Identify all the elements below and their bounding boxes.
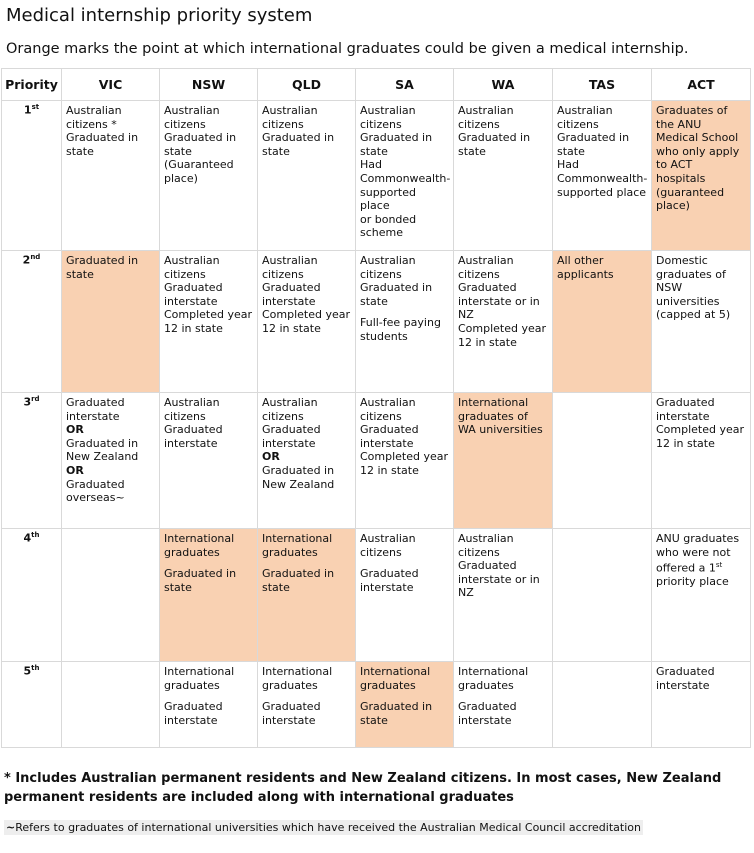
cell-line: Completed year: [458, 321, 547, 335]
cell-line: Australian: [557, 104, 613, 117]
cell-line: citizens: [458, 117, 500, 131]
or-text: OR: [262, 450, 280, 464]
cell-line: citizens: [262, 409, 304, 423]
line-gap: [360, 308, 449, 316]
cell-line: Australian: [360, 396, 416, 409]
priority-cell: [2, 529, 62, 662]
cell-line: state: [557, 144, 585, 158]
priority-cell: [2, 251, 62, 393]
priority-number: 5: [23, 664, 32, 678]
priority-suffix: nd: [30, 253, 41, 261]
table-row: [2, 251, 751, 393]
header-tas: TAS: [553, 69, 652, 101]
cell-line: scheme: [360, 226, 404, 240]
cell-tas: [553, 529, 652, 662]
cell-line: Graduated: [656, 396, 715, 409]
cell-nsw: [160, 662, 258, 748]
cell-nsw: [160, 251, 258, 393]
priority-number: 3: [23, 395, 32, 409]
cell-line: interstate: [164, 436, 218, 450]
cell-line: Australian: [458, 254, 514, 267]
table-row: [2, 101, 751, 251]
cell-content: [652, 393, 750, 452]
cell-line: Completed year: [656, 423, 745, 437]
priority-suffix: st: [31, 103, 40, 111]
cell-sa: [356, 529, 454, 662]
cell-qld: [258, 101, 356, 251]
cell-vic: [62, 251, 160, 393]
priority-number: 1: [23, 103, 32, 117]
cell-qld: [258, 251, 356, 393]
cell-content: [62, 529, 159, 534]
cell-line: state: [66, 144, 94, 158]
cell-line: Graduated in: [262, 567, 335, 581]
cell-line: Australian: [164, 396, 220, 409]
cell-line: NSW: [656, 281, 683, 295]
cell-line: interstate: [262, 713, 316, 727]
cell-line: Graduated: [164, 423, 223, 437]
cell-content: [160, 101, 257, 188]
cell-line: state: [262, 144, 290, 158]
cell-line: applicants: [557, 267, 614, 281]
cell-line: International: [262, 665, 333, 678]
tilde-note-text: Refers to graduates of international universities which have received the Australian Medical Council accreditation: [15, 821, 641, 834]
cell-content: [553, 393, 651, 398]
cell-qld: [258, 529, 356, 662]
cell-content: [454, 393, 552, 439]
cell-content: [356, 101, 453, 242]
cell-line: to ACT: [656, 158, 693, 172]
cell-line: the ANU: [656, 117, 702, 131]
cell-line: ANU graduates: [656, 532, 740, 545]
cell-nsw: [160, 393, 258, 529]
cell-line: Had: [557, 158, 579, 172]
cell-line: hospitals: [656, 171, 706, 185]
cell-act: [652, 101, 751, 251]
cell-line: NZ: [458, 308, 474, 322]
cell-line: WA universities: [458, 423, 543, 437]
priority-cell: [2, 101, 62, 251]
line-gap: [458, 692, 548, 700]
cell-line: Commonwealth-: [360, 171, 451, 185]
cell-line: Graduates of: [656, 104, 728, 117]
cell-tas: [553, 101, 652, 251]
cell-line: citizens: [262, 267, 304, 281]
priority-cell: [2, 662, 62, 748]
cell-line: (guaranteed: [656, 185, 725, 199]
cell-line: interstate: [458, 713, 512, 727]
cell-line: interstate: [262, 436, 316, 450]
cell-act: [652, 529, 751, 662]
cell-tas: [553, 251, 652, 393]
cell-content: [62, 251, 159, 283]
cell-line: interstate or in: [458, 572, 540, 586]
priority-table: [1, 68, 751, 748]
cell-content: [160, 251, 257, 338]
cell-line: graduates: [262, 678, 318, 692]
cell-line: overseas~: [66, 491, 125, 505]
cell-line: citizens: [360, 409, 402, 423]
cell-line: Graduated in: [164, 131, 237, 145]
cell-line: state: [360, 713, 388, 727]
cell-line: Graduated in: [360, 281, 433, 295]
cell-content: [454, 529, 552, 602]
cell-content: [553, 251, 651, 283]
cell-line: Graduated in: [66, 436, 139, 450]
cell-line: Graduated: [262, 700, 321, 714]
or-text: OR: [66, 423, 84, 437]
cell-line: Australian: [360, 532, 416, 545]
cell-line: interstate: [262, 294, 316, 308]
cell-nsw: [160, 529, 258, 662]
cell-content: [553, 101, 651, 201]
cell-nsw: [160, 101, 258, 251]
cell-line: Completed year: [164, 308, 253, 322]
cell-line: Graduated in: [360, 131, 433, 145]
cell-content: [62, 662, 159, 667]
cell-line: 12 in state: [360, 463, 419, 477]
tilde-mark: ~: [6, 821, 16, 834]
cell-line: priority place: [656, 575, 729, 589]
cell-line: citizens: [164, 117, 206, 131]
cell-content: [258, 251, 355, 338]
cell-line: citizens: [262, 117, 304, 131]
cell-line: Australian: [262, 396, 318, 409]
cell-content: [258, 662, 355, 729]
cell-content: [454, 251, 552, 351]
priority-suffix: th: [31, 664, 40, 672]
cell-line: citizens: [164, 267, 206, 281]
cell-line: citizens: [557, 117, 599, 131]
cell-tas: [553, 662, 652, 748]
cell-line: universities: [656, 294, 720, 308]
cell-line: (Guaranteed: [164, 158, 234, 172]
cell-line: interstate: [164, 713, 218, 727]
cell-line: graduates of: [656, 267, 726, 281]
cell-line: Graduated: [458, 700, 517, 714]
cell-line: Graduated: [262, 423, 321, 437]
cell-wa: [454, 101, 553, 251]
cell-line: Graduated in: [360, 700, 433, 714]
cell-line: place): [164, 171, 198, 185]
cell-line: International: [164, 665, 235, 678]
cell-line: graduates of: [458, 409, 528, 423]
cell-line: NZ: [458, 586, 474, 600]
cell-line: Australian: [164, 104, 220, 117]
cell-content: [62, 393, 159, 507]
cell-sa: [356, 393, 454, 529]
cell-line: Domestic: [656, 254, 708, 267]
cell-wa: [454, 662, 553, 748]
cell-line: supported place: [557, 185, 647, 199]
cell-content: [454, 662, 552, 729]
cell-line: citizens: [458, 267, 500, 281]
cell-line: graduates: [164, 545, 220, 559]
cell-line: All other: [557, 254, 604, 267]
cell-line: interstate: [360, 580, 414, 594]
cell-line: who were not: [656, 545, 731, 559]
cell-line: interstate: [360, 436, 414, 450]
cell-line: Graduated: [458, 281, 517, 295]
cell-line: Graduated in: [164, 567, 237, 581]
line-gap: [164, 692, 253, 700]
cell-line: citizens: [164, 409, 206, 423]
cell-line: 12 in state: [656, 436, 715, 450]
cell-content: [258, 529, 355, 596]
cell-sa: [356, 251, 454, 393]
cell-content: [553, 662, 651, 667]
cell-line: graduates: [458, 678, 514, 692]
cell-line: or bonded: [360, 212, 417, 226]
cell-content: [553, 529, 651, 534]
cell-line: International: [262, 532, 333, 545]
or-text: OR: [66, 463, 84, 477]
cell-line: Australian: [164, 254, 220, 267]
priority-cell: [2, 393, 62, 529]
cell-line: interstate: [164, 294, 218, 308]
cell-line: Graduated in: [557, 131, 630, 145]
cell-line: International: [458, 396, 529, 409]
cell-line: 12 in state: [262, 321, 321, 335]
cell-line: citizens: [360, 545, 402, 559]
cell-sa: [356, 662, 454, 748]
cell-line: Graduated: [66, 396, 125, 409]
cell-line: interstate: [66, 409, 120, 423]
cell-line: Graduated in: [262, 463, 335, 477]
cell-line: who only apply: [656, 144, 740, 158]
line-gap: [360, 559, 449, 567]
header-row: [2, 69, 751, 101]
cell-line: Graduated: [262, 281, 321, 295]
cell-line: Graduated in: [66, 254, 139, 267]
cell-qld: [258, 662, 356, 748]
cell-content: [356, 393, 453, 480]
priority-number: 2: [22, 253, 31, 267]
priority-suffix: rd: [31, 395, 40, 403]
line-gap: [262, 692, 351, 700]
cell-vic: [62, 393, 160, 529]
cell-content: [160, 662, 257, 729]
cell-line: International: [458, 665, 529, 678]
cell-content: [160, 529, 257, 596]
cell-line: state: [164, 144, 192, 158]
header-sa: SA: [356, 69, 454, 101]
cell-line: citizens *: [66, 117, 117, 131]
cell-line: Graduated: [164, 700, 223, 714]
table-row: [2, 393, 751, 529]
cell-line: state: [262, 580, 290, 594]
cell-wa: [454, 393, 553, 529]
cell-line: 12 in state: [458, 335, 517, 349]
cell-line: (capped at 5): [656, 308, 731, 322]
cell-content: [356, 662, 453, 729]
page-title: Medical internship priority system: [6, 5, 313, 26]
cell-line: Graduated: [164, 281, 223, 295]
cell-line: Graduated: [66, 477, 125, 491]
cell-vic: [62, 101, 160, 251]
header-vic: VIC: [62, 69, 160, 101]
cell-vic: [62, 662, 160, 748]
cell-line: graduates: [262, 545, 318, 559]
cell-line: Medical School: [656, 131, 739, 145]
cell-line: Australian: [360, 104, 416, 117]
header-qld: QLD: [258, 69, 356, 101]
cell-sa: [356, 101, 454, 251]
cell-line: Had: [360, 158, 382, 172]
cell-line: state: [458, 144, 486, 158]
header-priority: Priority: [2, 69, 62, 101]
cell-act: [652, 251, 751, 393]
cell-line: Graduated: [656, 665, 715, 678]
cell-line: citizens: [360, 117, 402, 131]
table-row: [2, 529, 751, 662]
cell-content: [258, 101, 355, 160]
table-row: [2, 662, 751, 748]
cell-line: New Zealand: [66, 450, 139, 464]
cell-line: state: [164, 580, 192, 594]
cell-content: [160, 393, 257, 452]
cell-content: [62, 101, 159, 160]
cell-line: Full-fee paying: [360, 316, 441, 330]
cell-content: [454, 101, 552, 160]
cell-content: [652, 529, 750, 591]
cell-line: offered a 1st: [656, 561, 723, 575]
cell-content: [652, 101, 750, 215]
cell-line: Graduated in: [262, 131, 335, 145]
cell-line: state: [66, 267, 94, 281]
footnote-tilde: [4, 820, 643, 835]
cell-act: [652, 662, 751, 748]
line-gap: [360, 692, 449, 700]
cell-line: supported place: [360, 185, 416, 213]
cell-wa: [454, 529, 553, 662]
priority-number: 4: [23, 531, 32, 545]
line-gap: [262, 559, 351, 567]
cell-line: graduates: [360, 678, 416, 692]
cell-line: Australian: [360, 254, 416, 267]
ordinal-suffix: st: [715, 561, 723, 570]
cell-content: [356, 529, 453, 596]
footnote-asterisk: * Includes Australian permanent residents and New Zealand citizens. In most cases, New Zealand permanent residents are included along with international graduates: [4, 771, 722, 805]
cell-line: interstate: [656, 678, 710, 692]
cell-line: state: [360, 144, 388, 158]
cell-line: place): [656, 199, 690, 213]
cell-line: interstate or in: [458, 294, 540, 308]
cell-line: citizens: [458, 545, 500, 559]
cell-line: International: [360, 665, 431, 678]
cell-line: New Zealand: [262, 477, 335, 491]
line-gap: [164, 559, 253, 567]
cell-line: Australian: [458, 532, 514, 545]
cell-line: Australian: [262, 254, 318, 267]
cell-qld: [258, 393, 356, 529]
header-nsw: NSW: [160, 69, 258, 101]
cell-vic: [62, 529, 160, 662]
cell-line: 12 in state: [164, 321, 223, 335]
cell-line: graduates: [164, 678, 220, 692]
cell-act: [652, 393, 751, 529]
header-act: ACT: [652, 69, 751, 101]
cell-line: Graduated in: [66, 131, 139, 145]
cell-line: citizens: [360, 267, 402, 281]
cell-line: Commonwealth-: [557, 171, 648, 185]
cell-line: Graduated: [458, 559, 517, 573]
cell-content: [652, 251, 750, 324]
cell-content: [652, 662, 750, 694]
cell-line: Completed year: [262, 308, 351, 322]
cell-line: Completed year: [360, 450, 449, 464]
cell-line: interstate: [656, 409, 710, 423]
cell-content: [258, 393, 355, 493]
cell-line: Australian: [262, 104, 318, 117]
priority-suffix: th: [31, 531, 40, 539]
page-subtitle: Orange marks the point at which international graduates could be given a medical internship.: [6, 41, 689, 57]
cell-line: Australian: [458, 104, 514, 117]
cell-line: International: [164, 532, 235, 545]
cell-line: state: [360, 294, 388, 308]
cell-line: students: [360, 329, 408, 343]
cell-tas: [553, 393, 652, 529]
cell-line: Graduated: [360, 567, 419, 581]
cell-line: Graduated in: [458, 131, 531, 145]
cell-line: Australian: [66, 104, 122, 117]
header-wa: WA: [454, 69, 553, 101]
cell-wa: [454, 251, 553, 393]
cell-content: [356, 251, 453, 346]
cell-line: Graduated: [360, 423, 419, 437]
